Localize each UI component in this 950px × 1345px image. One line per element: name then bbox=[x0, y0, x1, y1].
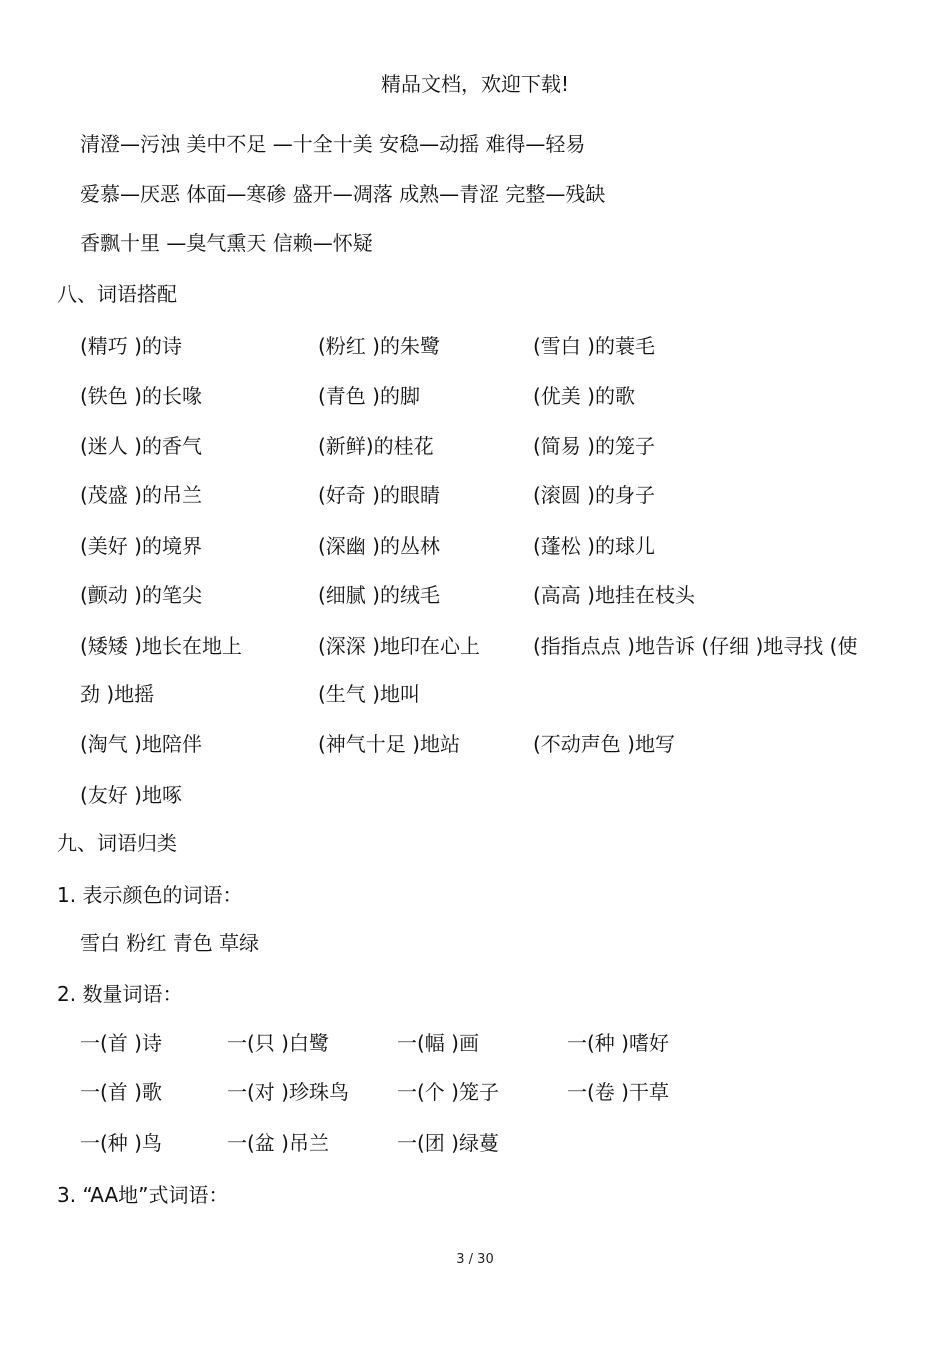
question-label: 3. “AA地”式词语： bbox=[57, 1183, 229, 1207]
quantity-item: 一(盆 )吊兰 bbox=[227, 1131, 329, 1155]
question-label: 2. 数量词语： bbox=[57, 982, 183, 1006]
collocation-item: (美好 )的境界 bbox=[80, 534, 202, 558]
antonym-line: 香飘十里 —臭气熏天 信赖—怀疑 bbox=[80, 231, 373, 255]
question-label: 1. 表示颜色的词语： bbox=[57, 883, 243, 907]
collocation-item: (精巧 )的诗 bbox=[80, 334, 182, 358]
collocation-item: (优美 )的歌 bbox=[533, 384, 635, 408]
collocation-item: (矮矮 )地长在地上 bbox=[80, 634, 242, 658]
collocation-item: (颤动 )的笔尖 bbox=[80, 583, 202, 607]
color-words: 雪白 粉红 青色 草绿 bbox=[80, 931, 260, 955]
collocation-item: (蓬松 )的球儿 bbox=[533, 534, 655, 558]
antonym-line: 爱慕—厌恶 体面—寒碜 盛开—凋落 成熟—青涩 完整—残缺 bbox=[80, 182, 606, 206]
collocation-item: (淘气 )地陪伴 bbox=[80, 732, 202, 756]
collocation-item: (粉红 )的朱鹭 bbox=[318, 334, 440, 358]
quantity-item: 一(首 )诗 bbox=[80, 1031, 162, 1055]
quantity-item: 一(只 )白鹭 bbox=[227, 1031, 329, 1055]
collocation-item: (友好 )地啄 bbox=[80, 783, 182, 807]
quantity-item: 一(卷 )干草 bbox=[567, 1080, 669, 1104]
quantity-item: 一(对 )珍珠鸟 bbox=[227, 1080, 349, 1104]
collocation-item: (深幽 )的丛林 bbox=[318, 534, 440, 558]
quantity-item: 一(个 )笼子 bbox=[397, 1080, 499, 1104]
section-title: 九、词语归类 bbox=[57, 831, 177, 855]
page-number: 3 / 30 bbox=[456, 1252, 494, 1267]
collocation-item: (细腻 )的绒毛 bbox=[318, 583, 440, 607]
collocation-item: (雪白 )的蓑毛 bbox=[533, 334, 655, 358]
collocation-item: (新鲜)的桂花 bbox=[318, 434, 434, 458]
collocation-item: (指指点点 )地告诉 (仔细 )地寻找 (使 bbox=[533, 634, 858, 658]
collocation-item: (不动声色 )地写 bbox=[533, 732, 675, 756]
quantity-item: 一(团 )绿蔓 bbox=[397, 1131, 499, 1155]
antonym-line: 清澄—污浊 美中不足 —十全十美 安稳—动摇 难得—轻易 bbox=[80, 132, 586, 156]
collocation-item: (高高 )地挂在枝头 bbox=[533, 583, 695, 607]
collocation-item: (神气十足 )地站 bbox=[318, 732, 460, 756]
collocation-item: (铁色 )的长喙 bbox=[80, 384, 202, 408]
quantity-item: 一(首 )歌 bbox=[80, 1080, 162, 1104]
quantity-item: 一(种 )鸟 bbox=[80, 1131, 162, 1155]
collocation-item: (青色 )的脚 bbox=[318, 384, 420, 408]
quantity-item: 一(种 )嗜好 bbox=[567, 1031, 669, 1055]
collocation-item: (滚圆 )的身子 bbox=[533, 483, 655, 507]
collocation-item: (茂盛 )的吊兰 bbox=[80, 483, 202, 507]
collocation-item: 劲 )地摇 bbox=[80, 682, 155, 706]
collocation-item: (迷人 )的香气 bbox=[80, 434, 202, 458]
section-title: 八、词语搭配 bbox=[57, 282, 177, 306]
collocation-item: (简易 )的笼子 bbox=[533, 434, 655, 458]
collocation-item: (深深 )地印在心上 bbox=[318, 634, 480, 658]
collocation-item: (生气 )地叫 bbox=[318, 682, 420, 706]
page-header: 精品文档，欢迎下载! bbox=[380, 72, 570, 96]
collocation-item: (好奇 )的眼睛 bbox=[318, 483, 440, 507]
quantity-item: 一(幅 )画 bbox=[397, 1031, 479, 1055]
